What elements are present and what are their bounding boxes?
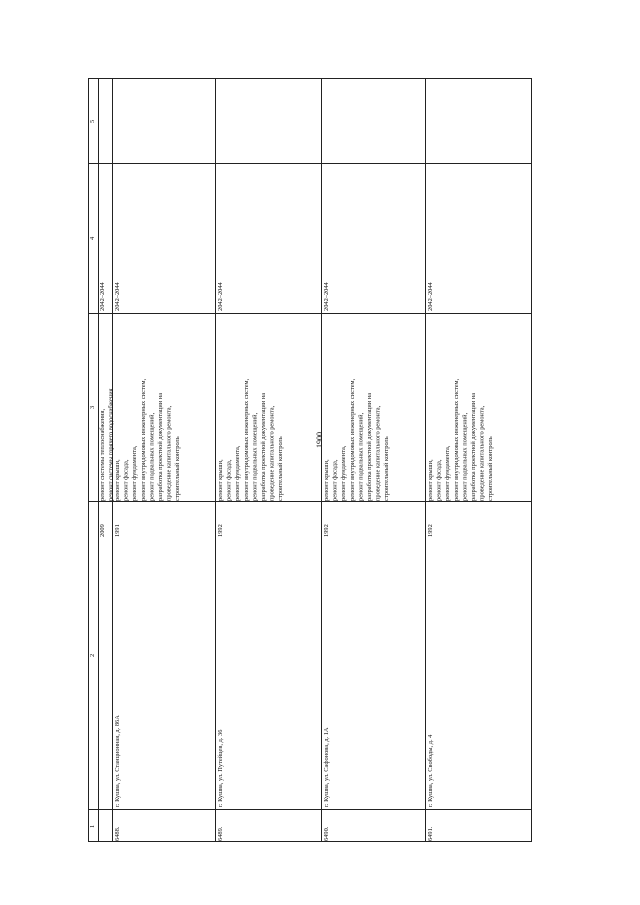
row-6491-year: 1992 — [427, 524, 434, 537]
header-col-2: 2 — [89, 653, 96, 657]
header-col-4: 4 — [89, 236, 96, 240]
row-6489-works: ремонт крыши, ремонт фасада, ремонт фундамента, ремонт внутридомовых инженерных систем, ремонт подвальных помещений, разработка проектной документации на проведение капитального ремонта, строительный контроль — [217, 378, 285, 501]
row-6489-address: г. Кушва, ул. Путейцев, д. 36 — [217, 729, 224, 807]
row-6490-number: 6490. — [323, 826, 330, 841]
page-number: 1900 — [315, 432, 324, 448]
header-col-1: 1 — [89, 824, 96, 828]
row-6490-period: 2042–2044 — [323, 282, 330, 311]
row-6488-works: ремонт крыши, ремонт фасада, ремонт фундамента, ремонт внутридомовых инженерных систем, ремонт подвальных помещений, разработка проектной документации на проведение капитального ремонта, строительный контроль — [114, 378, 182, 501]
row-6490-works: ремонт крыши, ремонт фасада, ремонт фундамента, ремонт внутридомовых инженерных систем, ремонт подвальных помещений, разработка проектной документации на проведение капитального ремонта, строительный контроль — [323, 378, 391, 501]
row-6490-year: 1992 — [323, 524, 330, 537]
row-6490-address: г. Кушва, ул. Сафонова, д. 1А — [323, 727, 330, 807]
row-6488-address: г. Кушва, ул. Станционная, д. 86А — [114, 715, 121, 807]
row-6491-number: 6491. — [427, 826, 434, 841]
row-6489-number: 6489. — [217, 826, 224, 841]
row-6491-works: ремонт крыши, ремонт фасада, ремонт фундамента, ремонт внутридомовых инженерных систем, ремонт подвальных помещений, разработка проектной документации на проведение капитального ремонта, строительный контроль — [427, 378, 495, 501]
continuation-year: 2009 — [99, 524, 106, 537]
row-6488-period: 2042–2044 — [114, 282, 121, 311]
header-col-3: 3 — [89, 405, 96, 409]
capital-repair-table — [88, 78, 532, 842]
row-6489-period: 2042–2044 — [217, 282, 224, 311]
row-6489-year: 1992 — [217, 524, 224, 537]
row-6488-number: 6488. — [114, 826, 121, 841]
continuation-period: 2042–2044 — [99, 282, 106, 311]
row-6491-address: г. Кушва, ул. Свободы, д. 4 — [427, 734, 434, 807]
row-6491-period: 2042–2044 — [427, 282, 434, 311]
continuation-works: ремонт системы теплоснабжения, ремонт системы горячего водоснабжения — [99, 388, 115, 501]
row-6488-year: 1991 — [114, 524, 121, 537]
header-col-5: 5 — [89, 119, 96, 123]
